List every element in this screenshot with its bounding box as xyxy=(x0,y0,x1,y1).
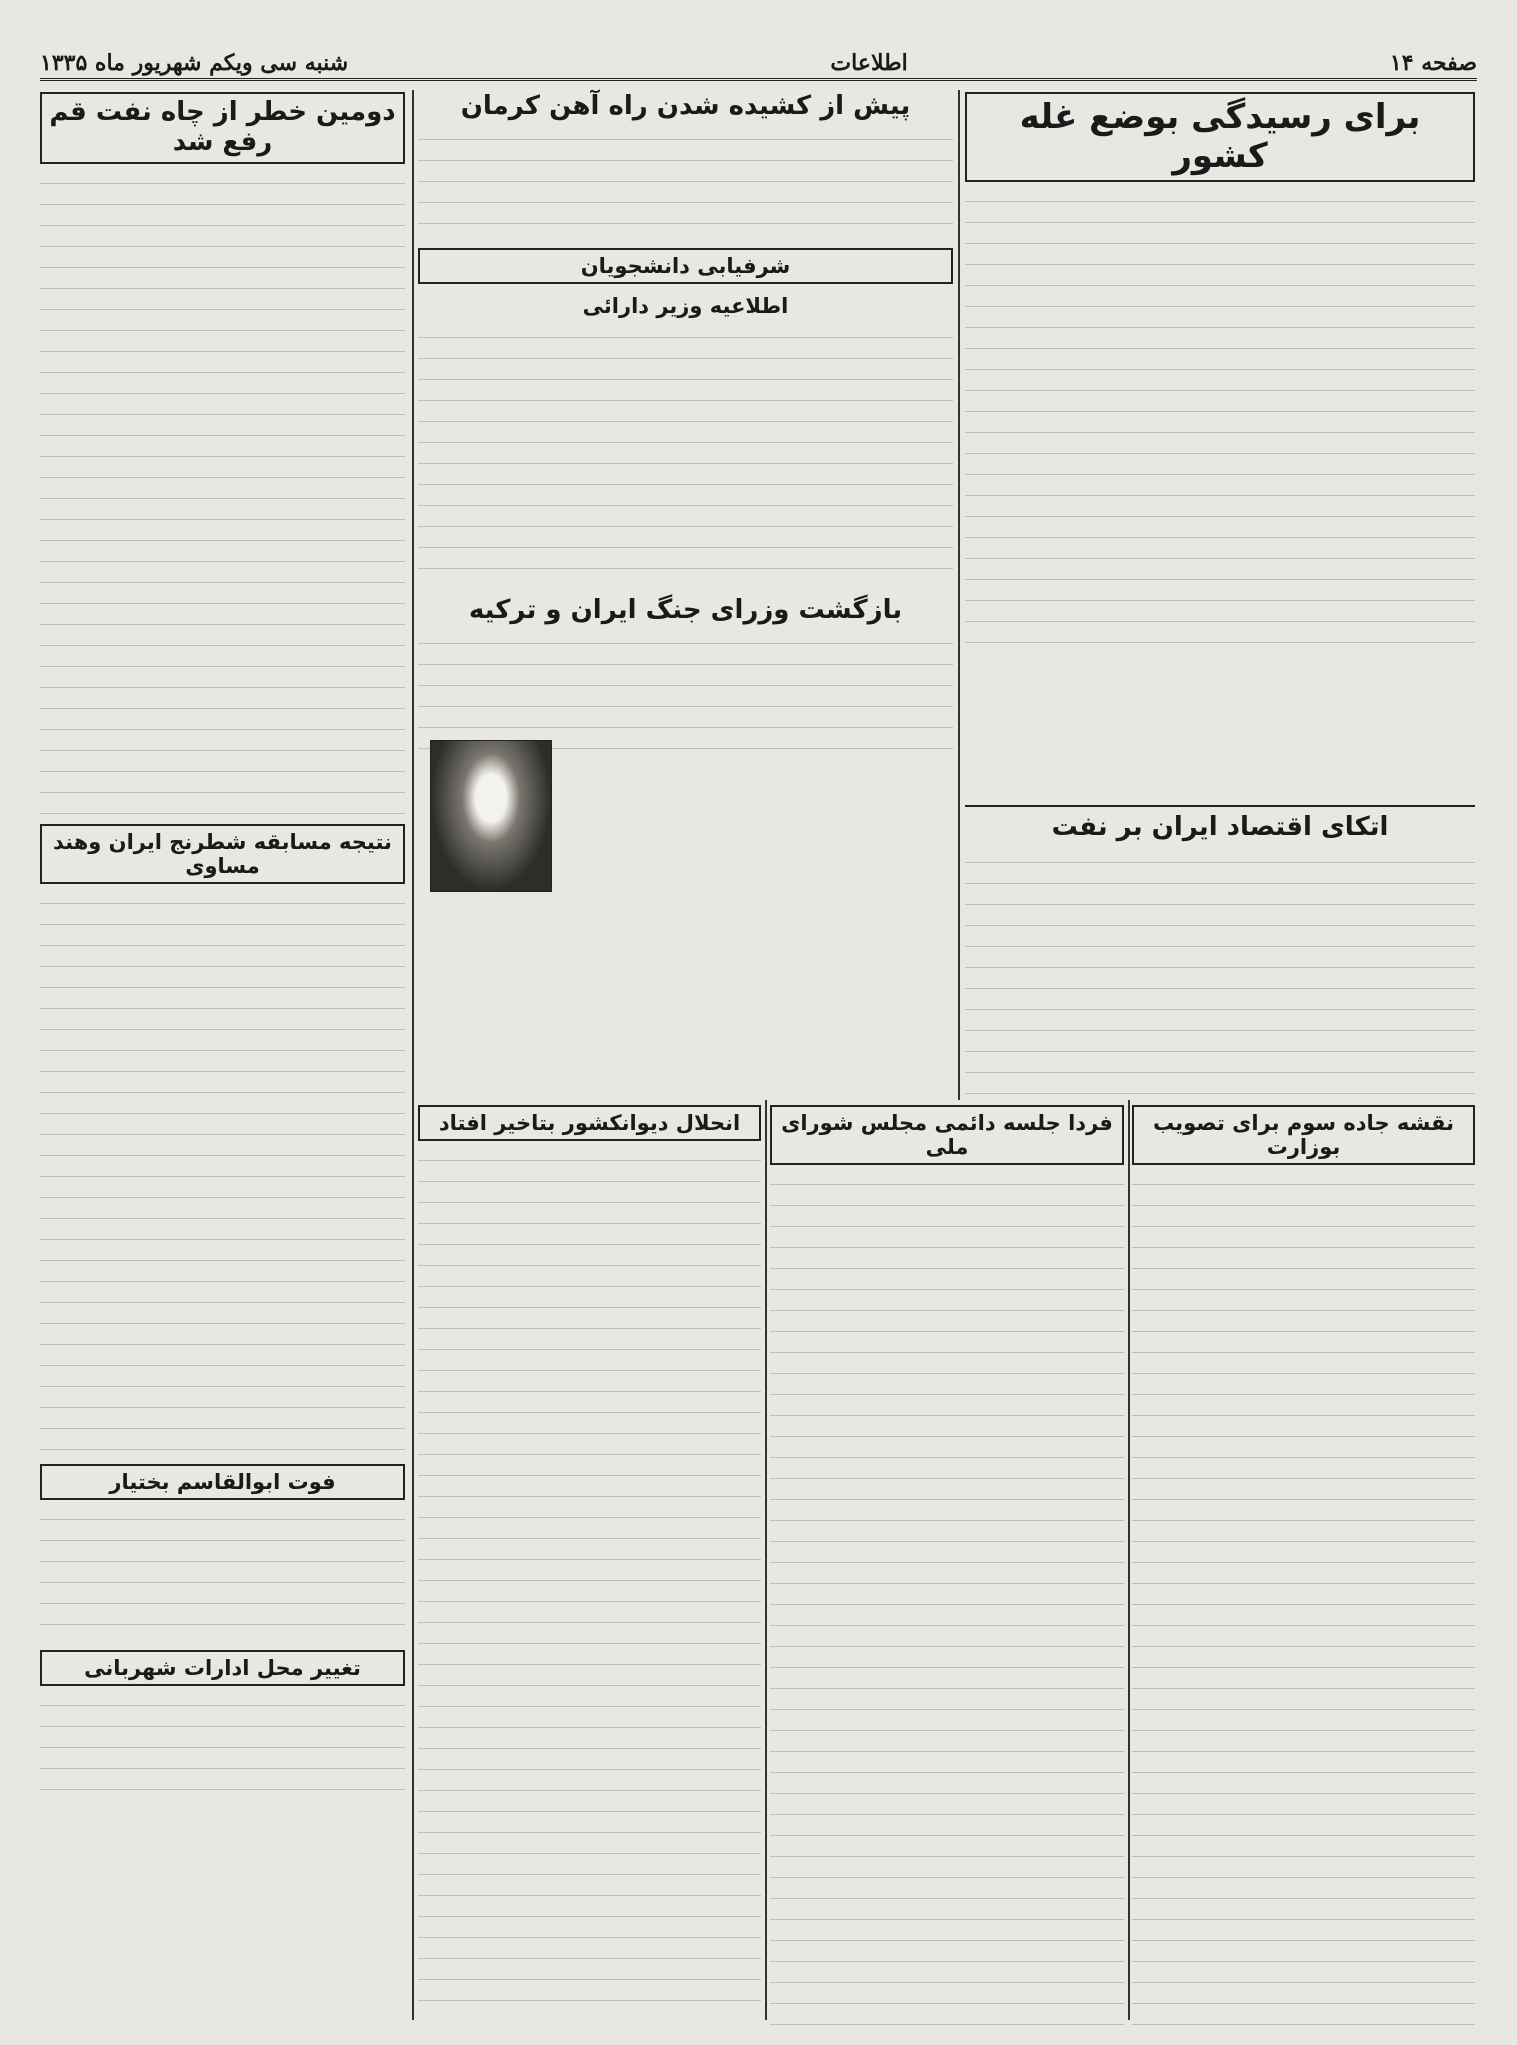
article-body xyxy=(965,853,1475,1103)
column-rule xyxy=(958,90,960,1100)
column-rule xyxy=(765,1100,767,2020)
article-deck xyxy=(418,130,953,240)
story-oil-well xyxy=(40,92,405,1796)
headline: فردا جلسه دائمی مجلس شورای ملی xyxy=(770,1105,1124,1165)
headline: برای رسیدگی بوضع غله کشور xyxy=(965,92,1475,182)
article-body xyxy=(418,328,953,588)
headline: نقشه جاده سوم برای تصویب بوزارت xyxy=(1132,1105,1475,1165)
newspaper-name: اطلاعات xyxy=(830,50,908,76)
headline: اتکای اقتصاد ایران بر نفت xyxy=(965,805,1475,843)
headline: فوت ابوالقاسم بختیار xyxy=(40,1464,405,1500)
column-rule xyxy=(412,90,414,2020)
article-body xyxy=(418,1151,761,2001)
page-number: صفحه ۱۴ xyxy=(1389,50,1477,76)
headline: پیش از کشیده شدن راه آهن کرمان xyxy=(460,91,911,121)
story-grain xyxy=(965,92,1475,652)
subheadline: بازگشت وزرای جنگ ایران و ترکیه xyxy=(468,595,903,626)
story-economy xyxy=(965,805,1475,1103)
headline: انحلال دیوانکشور بتاخیر افتاد xyxy=(418,1105,761,1141)
article-body xyxy=(1132,1175,1475,2025)
headline: نتیجه مسابقه شطرنج ایران وهند مساوی xyxy=(40,824,405,884)
story-university xyxy=(418,1105,761,2001)
article-body xyxy=(770,1175,1124,2025)
story-kerman xyxy=(418,92,953,754)
article-body xyxy=(418,634,953,754)
article-body xyxy=(40,894,405,1454)
article-body xyxy=(40,1696,405,1796)
article-body xyxy=(40,1510,405,1640)
portrait-photo xyxy=(430,740,552,892)
issue-date: شنبه سی ویکم شهریور ماه ۱۳۳۵ xyxy=(40,50,349,76)
subheadline: اطلاعیه وزیر دارائی xyxy=(582,294,789,319)
article-body xyxy=(40,174,405,814)
story-majlis xyxy=(770,1105,1124,2025)
article-body xyxy=(965,192,1475,652)
masthead xyxy=(40,48,1477,81)
headline: دومین خطر از چاه نفت قم رفع شد xyxy=(40,92,405,164)
subheadline: شرفیابی دانشجویان xyxy=(418,248,953,284)
headline: تغییر محل ادارات شهربانی xyxy=(40,1650,405,1686)
story-road xyxy=(1132,1105,1475,2025)
column-rule xyxy=(1128,1100,1130,2020)
